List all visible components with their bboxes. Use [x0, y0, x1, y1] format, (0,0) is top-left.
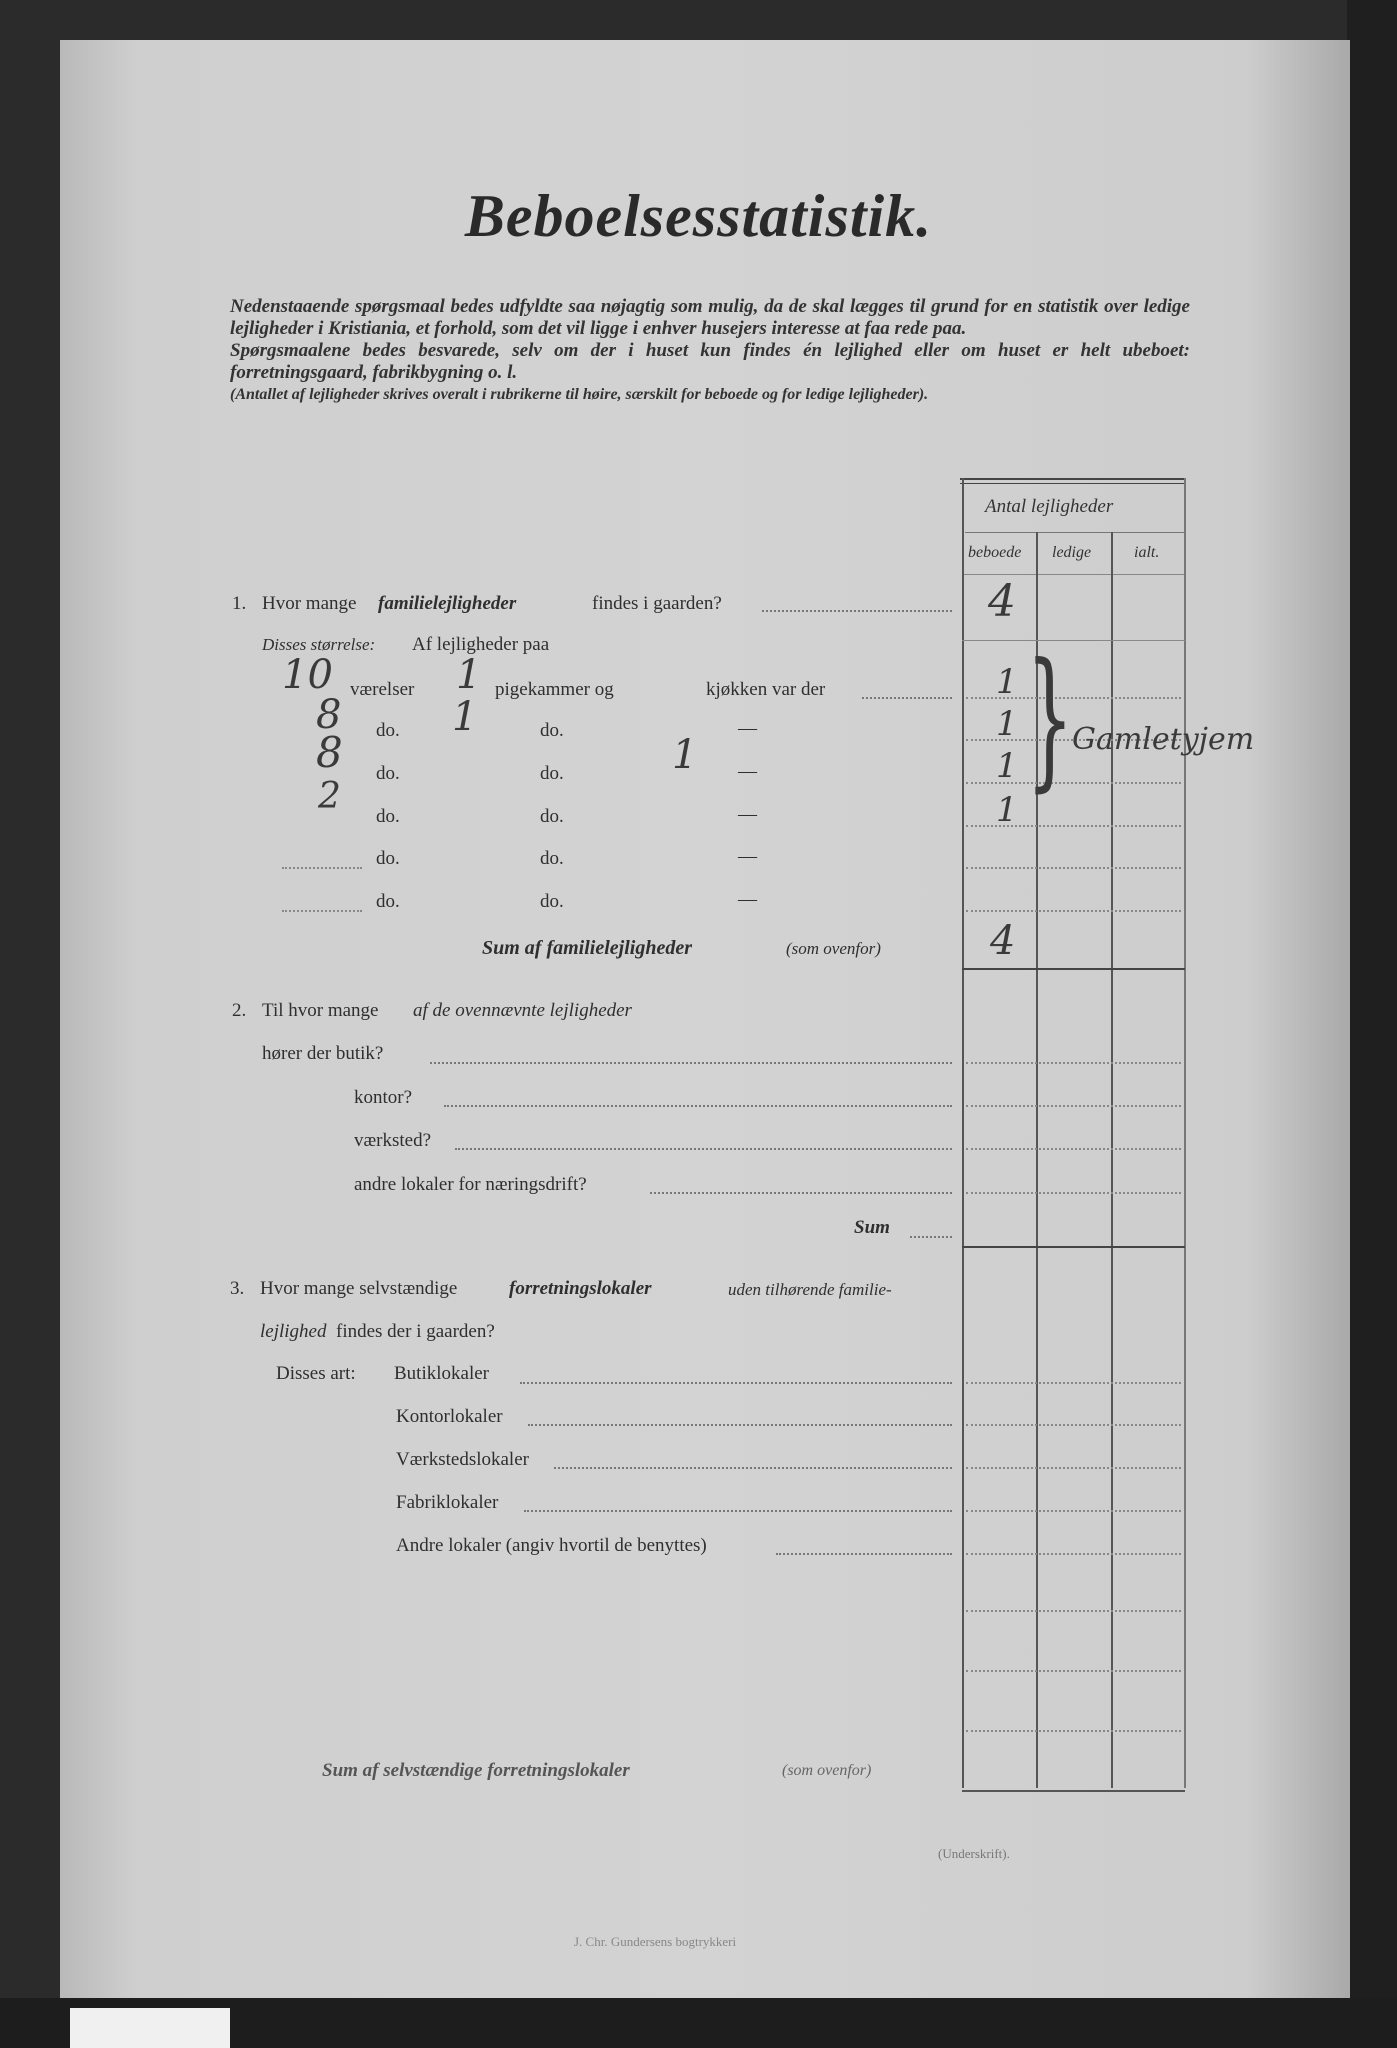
q1-sum-paren: (som ovenfor)	[786, 939, 881, 958]
intro-paragraph-1: Nedenstaaende spørgsmaal bedes udfyldte saa nøjagtig som mulig, da de skal lægges til grund for en statistik over ledige lejligheder i Kristiania, et forhold, som det vil ligge i enhver husejers interesse at faa rede paa.	[230, 296, 1190, 339]
table-top-rule	[960, 478, 1185, 480]
q2-sum: Sum	[854, 1217, 890, 1238]
q1-table-row6-dots	[966, 910, 1181, 912]
q1-row4-do-1: do.	[376, 806, 400, 827]
q1-row4-dash: —	[738, 804, 757, 825]
q1-row3-kjokken: 1	[672, 732, 698, 778]
q1-sum-label: Sum af familielejligheder	[482, 937, 692, 959]
q1-row2-rooms: 8	[316, 692, 342, 738]
q2-table-row1-dots	[966, 1062, 1181, 1064]
col-header-ialt: ialt.	[1134, 544, 1160, 561]
intro-paragraph-3: (Antallet af lejligheder skrives overalt i rubrikerne til høire, særskilt for beboede og for ledige lejligheder).	[230, 386, 929, 403]
q3-table-row5-dots	[966, 1553, 1181, 1555]
q1-row6-dash: —	[738, 889, 757, 910]
q3-item-andre: Andre lokaler (angiv hvortil de benyttes)	[396, 1535, 707, 1556]
q1-table-row5-dots	[966, 867, 1181, 869]
q2-text-a: Til hvor mange	[262, 1000, 379, 1021]
q2-kontor: kontor?	[354, 1087, 413, 1108]
q2-table-row4-dots	[966, 1192, 1181, 1194]
q1-row2-beboede: 1	[996, 704, 1018, 744]
q3-text-c: uden tilhørende familie-	[728, 1280, 892, 1299]
table-header-rule	[962, 574, 1185, 575]
q2-vaerksted-dots	[455, 1148, 952, 1150]
q1-row2-pige: 1	[452, 694, 478, 740]
q2-sum-rule	[962, 1246, 1185, 1248]
q3-item-fabriklokaler: Fabriklokaler	[396, 1492, 499, 1513]
q1-row4-do-2: do.	[540, 806, 564, 827]
q1-sum-rule	[962, 968, 1185, 970]
q1-row3-rooms: 8	[316, 728, 343, 777]
signature-label: (Underskrift).	[938, 1846, 1010, 1861]
table-group-header: Antal lejligheder	[985, 496, 1114, 517]
q3-text-e: findes der i gaarden?	[336, 1321, 495, 1342]
q1-size-text: Af lejligheder paa	[412, 634, 550, 655]
q1-row1-rooms: 10	[282, 652, 333, 698]
printer-credit: J. Chr. Gundersens bogtrykkeri	[574, 1934, 737, 1949]
q3-item5-dots	[776, 1553, 952, 1555]
intro-paragraph-2: Spørgsmaalene bedes besvarede, selv om der i huset kun findes én lejlighed eller om huset er helt ubeboet: forretningsgaard, fabrikbygning o. l.	[230, 340, 1190, 383]
q3-item-vaerkstedslokaler: Værkstedslokaler	[396, 1449, 529, 1470]
q3-item-butiklokaler: Butiklokaler	[394, 1363, 489, 1384]
table-col-line-3	[1111, 532, 1113, 1788]
scan-border-right	[1347, 0, 1397, 2048]
q3-item-kontorlokaler: Kontorlokaler	[396, 1406, 503, 1427]
q1-row3-do-2: do.	[540, 763, 564, 784]
q1-row3-beboede: 1	[996, 746, 1018, 786]
q3-number: 3.	[230, 1278, 245, 1299]
q3-table-row8-dots	[966, 1730, 1181, 1732]
q2-table-row3-dots	[966, 1148, 1181, 1150]
q1-row4-rooms: 2	[318, 776, 341, 817]
q1-row4-beboede: 1	[996, 790, 1018, 830]
q1-row3-dash: —	[738, 761, 757, 782]
q1-row3-do-1: do.	[376, 763, 400, 784]
form-title: Beboelsesstatistik.	[464, 183, 933, 249]
q3-text-a: Hvor mange selvstændige	[260, 1278, 458, 1299]
q1-row5-dash: —	[738, 846, 757, 867]
q1-leader-dots	[762, 610, 952, 612]
table-subheader-rule	[965, 532, 1185, 533]
q2-table-row2-dots	[966, 1105, 1181, 1107]
q1-text-c: findes i gaarden?	[592, 593, 722, 614]
q2-butik-dots	[430, 1062, 952, 1064]
q1-row6-blank	[282, 910, 362, 912]
q3-sum-label: Sum af selvstændige forretningslokaler	[322, 1760, 630, 1781]
q1-text-a: Hvor mange	[262, 593, 357, 614]
q3-table-row7-dots	[966, 1670, 1181, 1672]
q1-row2-do-2: do.	[540, 720, 564, 741]
q1-row2-dash: —	[738, 718, 757, 739]
q2-vaerksted: værksted?	[354, 1130, 432, 1151]
q3-text-b: forretningslokaler	[509, 1278, 652, 1299]
table-col-line-1	[962, 478, 964, 1788]
q1-answer-beboede: 4	[988, 576, 1016, 627]
q1-row1-pige: 1	[456, 652, 482, 698]
q2-andre-dots	[650, 1192, 952, 1194]
q1-text-b: familielejligheder	[378, 593, 517, 614]
q3-item3-dots	[554, 1467, 952, 1469]
col-header-beboede: beboede	[968, 544, 1022, 561]
q3-table-row3-dots	[966, 1467, 1181, 1469]
q3-sum-paren: (som ovenfor)	[782, 1762, 872, 1779]
q1-row6-do-1: do.	[376, 891, 400, 912]
q1-pigekammer-label: pigekammer og	[495, 679, 614, 700]
q2-kontor-dots	[444, 1105, 952, 1107]
q2-number: 2.	[232, 1000, 247, 1021]
q1-brace: }	[1026, 632, 1074, 806]
q2-andre: andre lokaler for næringsdrift?	[354, 1174, 587, 1195]
q3-table-row2-dots	[966, 1424, 1181, 1426]
q1-row6-do-2: do.	[540, 891, 564, 912]
q3-text-d: lejlighed	[260, 1321, 327, 1342]
q1-number: 1.	[232, 593, 247, 614]
q2-sum-dots	[910, 1236, 952, 1238]
col-header-ledige: ledige	[1052, 544, 1092, 561]
q1-row2-do-1: do.	[376, 720, 400, 741]
q3-item1-dots	[520, 1382, 952, 1384]
q1-size-label: Disses størrelse:	[262, 635, 376, 654]
q1-row1-beboede: 1	[996, 662, 1018, 702]
q3-table-row4-dots	[966, 1510, 1181, 1512]
q1-row1-dots	[862, 697, 952, 699]
q3-item4-dots	[524, 1510, 952, 1512]
q2-text-b: af de ovennævnte lejligheder	[413, 1000, 632, 1021]
q1-remark: Gamletyjem	[1072, 722, 1255, 757]
scan-light-patch	[70, 2008, 230, 2048]
q1-kjokken-label: kjøkken var der	[706, 679, 826, 700]
q1-row5-blank	[282, 867, 362, 869]
q1-row5-do-1: do.	[376, 848, 400, 869]
q3-art-label: Disses art:	[276, 1363, 356, 1384]
q1-row5-do-2: do.	[540, 848, 564, 869]
q3-item2-dots	[528, 1424, 952, 1426]
table-top-rule-2	[960, 483, 1185, 484]
q1-vaerelser-label: værelser	[350, 679, 415, 700]
q3-table-row1-dots	[966, 1382, 1181, 1384]
intro-text	[230, 296, 1190, 406]
q3-table-row6-dots	[966, 1610, 1181, 1612]
q3-sum-rule	[962, 1790, 1185, 1792]
q2-butik: hører der butik?	[262, 1043, 384, 1064]
q1-sum-value: 4	[990, 918, 1016, 964]
q1-table-row4-dots	[966, 825, 1181, 827]
table-col-line-4	[1184, 478, 1186, 1788]
